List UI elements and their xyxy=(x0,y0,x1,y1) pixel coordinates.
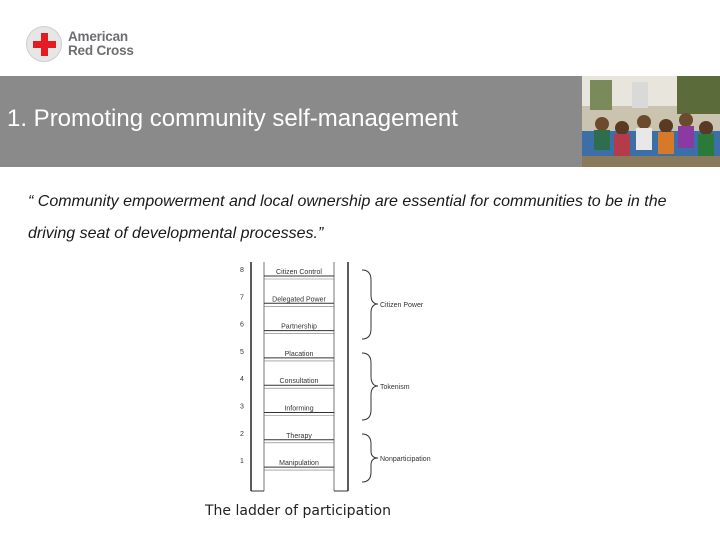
logo-text-line2: Red Cross xyxy=(68,43,134,58)
community-meeting-photo xyxy=(582,76,720,167)
slide-title: 1. Promoting community self-management xyxy=(7,105,458,132)
rung-label-3: Informing xyxy=(284,405,314,413)
rung-number-8: 8 xyxy=(240,267,244,274)
red-cross-icon xyxy=(26,26,62,62)
rung-label-1: Manipulation xyxy=(279,460,319,468)
american-red-cross-logo xyxy=(26,26,156,62)
group-label-tokenism: Tokenism xyxy=(380,384,410,391)
rung-label-4: Consultation xyxy=(279,378,319,386)
rung-label-5: Placation xyxy=(284,350,314,358)
rung-number-6: 6 xyxy=(240,321,244,329)
logo-text-line1: American xyxy=(68,29,128,44)
group-label-citizen-power: Citizen Power xyxy=(380,302,424,309)
nonparticipation-brace xyxy=(362,434,378,482)
rung-number-1: 1 xyxy=(240,458,244,466)
rung-label-2: Therapy xyxy=(286,432,312,440)
rung-label-8: Citizen Control xyxy=(276,269,322,276)
rung-number-7: 7 xyxy=(240,294,244,302)
rung-number-4: 4 xyxy=(240,376,244,384)
group-label-nonparticipation: Nonparticipation xyxy=(380,456,431,463)
citizen-power-brace xyxy=(362,270,378,339)
tokenism-brace xyxy=(362,353,378,420)
rung-number-2: 2 xyxy=(240,430,244,438)
quote-text: “ Community empowerment and local ownership are essential for communities to be in the driving seat of developmental processes.” xyxy=(28,193,667,242)
ladder-of-participation-diagram xyxy=(230,262,460,494)
rung-label-6: Partnership xyxy=(281,323,317,331)
diagram-caption: The ladder of participation xyxy=(205,503,391,519)
rung-label-7: Delegated Power xyxy=(272,296,326,304)
rung-number-5: 5 xyxy=(240,348,244,356)
rung-number-3: 3 xyxy=(240,403,244,411)
